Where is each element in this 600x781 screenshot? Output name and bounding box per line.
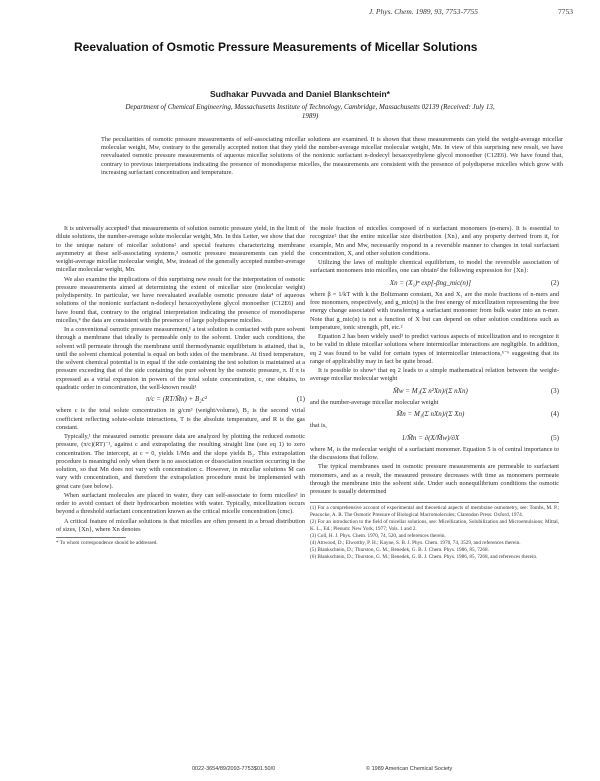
equation-body: M̄w = M₁(Σ n²Xn)/(Σ nXn) bbox=[393, 386, 468, 395]
right-column bbox=[310, 225, 559, 561]
reference-item: (6) Blankschtein, D.; Thurston, G. M.; Benedek, G. B. J. Chem. Phys. 1986, 85, 7268, and references therein. bbox=[310, 553, 538, 560]
paragraph: where β = 1/kT with k the Boltzmann constant, Xn and X₁ are the mole fractions of n-mers and free monomers, respectively, and g_mic(n) is the free energy of micellization representing the free energy change associated with transferring a surfactant monomer from bulk water into an n-mer. Note that g_mic(n) is not a function of X but can depend on other solution conditions such as temperature, ionic strength, pH, etc.² bbox=[310, 290, 559, 331]
paragraph: Utilizing the laws of multiple chemical equilibrium, to model the reversible association of surfactant monomers into micelles, one can obtain² the following expression for {Xn}: bbox=[310, 259, 559, 275]
reference-item: (1) For a comprehensive account of experimental and theoretical aspects of membrane osmometry, see: Tombs, M. P.; Peacocke, A. R. The Osmotic Pressure of Biological Macromolecules; Clarendon Press: Oxford, 1974. bbox=[310, 505, 559, 518]
footnote: * To whom correspondence should be addressed. bbox=[56, 540, 158, 546]
equation-number: (3) bbox=[550, 386, 559, 395]
paragraph: We also examine the implications of this surprising new result for the interpretation of osmotic pressure measurements aimed at determining the extent of micellar size (molecular weight) polydispersity. In particular, we have reevaluated available osmotic pressure data⁴ of aqueous solutions of the nonionic surfactant n-dodecyl hexaoxyethylene glycol monoether (C12E6) and have found that, contrary to the original interpretation indicating the presence of monodisperse micelles,⁴ the data are consistent with the presence of large polydisperse micelles. bbox=[56, 275, 305, 324]
paragraph: The typical membranes used in osmotic pressure measurements are permeable to surfactant monomers, and as a result, the measured pressure decreases with time as monomers permeate through the membrane into the solvent side. Under such nonequilibrium conditions the osmotic pressure is usually determined bbox=[310, 463, 559, 495]
left-column bbox=[56, 225, 305, 547]
paragraph: Typically,¹ the measured osmotic pressure data are analyzed by plotting the reduced osmotic pressure, (π/c)(RT)⁻¹, against c and extrapolating the resulting straight line (see eq 1) to zero concentration. The intercept, at c = 0, yields 1/Mn and the slope yields B₂. This extrapolation procedure is meaningful only when there is no association or dissociation reaction occurring in the solution, so that Mn does not vary with concentration c. However, in micellar solutions M̄ can vary with concentration, and therefore the extrapolation procedure must be implemented with great care (see below). bbox=[56, 433, 305, 490]
equation-3 bbox=[310, 387, 559, 395]
paragraph: the mole fraction of micelles composed of n surfactant monomers (n-mers). It is essential to recognize² that the entire micellar size distribution {Xn}, and any property derived from it, for example, Mn and Mw, necessarily respond in a reversible manner to changes in total surfactant concentration, X, and other solution conditions. bbox=[310, 225, 559, 257]
footnote-rule bbox=[56, 537, 126, 538]
equation-4 bbox=[310, 410, 559, 418]
paragraph: where M₁ is the molecular weight of a surfactant monomer. Equation 5 is of central importance to the discussions that follow. bbox=[310, 445, 559, 461]
page-number: 7753 bbox=[558, 7, 573, 16]
copyright: © 1989 American Chemical Society bbox=[366, 766, 453, 772]
equation-number: (1) bbox=[296, 395, 305, 403]
paragraph: It is possible to show⁶ that eq 2 leads to a simple mathematical relation between the weight-average micellar molecular weight bbox=[310, 367, 559, 383]
reference-list bbox=[310, 502, 559, 560]
article-code: 0022-3654/89/2093-7753$01.50/0 bbox=[192, 766, 276, 772]
reference-item: (3) Coll, H. J. Phys. Chem. 1970, 74, 520, and references therein. bbox=[310, 532, 446, 539]
equation-5 bbox=[310, 434, 559, 442]
abstract: The peculiarities of osmotic pressure measurements of self-associating micellar solutions are examined. It is shown that these measurements can yield the weight-average micellar molecular weight, Mw, contrary to the generally accepted notion that they yield the number-average micellar molecular weight, Mn. In view of this surprising new result, we have reevaluated osmotic pressure measurements of aqueous micellar solutions of the nonionic surfactant n-dodecyl hexaoxyethylene glycol monoether (C12E6). We have found that, contrary to previous interpretations indicating the presence of monodisperse micelles, the measurements are consistent with the presence of polydisperse micelles which grow with increasing surfactant concentration and temperature. bbox=[101, 136, 563, 176]
affiliation: Department of Chemical Engineering, Massachusetts Institute of Technology, Cambridge, Massachusetts 02139 (Received: July 13, 1989) bbox=[125, 103, 495, 120]
paragraph: and the number-average micellar molecular weight bbox=[310, 398, 439, 406]
equation-1 bbox=[56, 395, 305, 403]
paragraph: A critical feature of micellar solutions is that micelles are often present in a broad distribution of sizes, {Xn}, where Xn denotes bbox=[56, 517, 305, 533]
paragraph: It is universally accepted¹ that measurements of solution osmotic pressure yield, in the limit of dilute solutions, the number-average solute molecular weight, Mn. In this Letter, we show that due to the unique nature of micellar solutions² and special features characterizing membrane asymmetry at these self-associating systems,³ osmotic pressure measurements can yield the weight-average micellar molecular weight, Mw, instead of the generally accepted number-average micellar molecular weight, Mn. bbox=[56, 225, 305, 274]
reference-item: (4) Attwood, D.; Elworthy, P. H.; Kayne, S. B. J. Phys. Chem. 1970, 74, 3529, and references therein. bbox=[310, 539, 521, 546]
paragraph: When surfactant molecules are placed in water, they can self-associate to form micelles³ in order to avoid contact of their hydrocarbon moieties with water. Typically, micellization occurs beyond a threshold surfactant concentration known as the critical micelle concentration (cmc). bbox=[56, 491, 305, 516]
equation-body: M̄n = M₁(Σ nXn)/(Σ Xn) bbox=[396, 410, 465, 418]
article-title: Reevaluation of Osmotic Pressure Measurements of Micellar Solutions bbox=[74, 40, 478, 54]
equation-body: π/c = (RT/M̄n) + B₂c² bbox=[145, 395, 207, 403]
paragraph: that is, bbox=[310, 422, 327, 430]
equation-body: Xn = (X₁)ⁿ exp[-βng_mic(n)] bbox=[389, 278, 471, 287]
paragraph: where c is the total solute concentration in g/cm³ (weight/volume), B₂ is the second virial coefficient reflecting solute-solute interactions, T is the absolute temperature, and R is the gas constant. bbox=[56, 407, 305, 431]
running-header-journal: J. Phys. Chem. 1989, 93, 7753-7755 bbox=[368, 7, 478, 16]
equation-number: (4) bbox=[550, 410, 559, 418]
equation-number: (2) bbox=[550, 278, 559, 287]
equation-body: 1/M̄n = ∂(X/M̄w)/∂X bbox=[401, 433, 460, 442]
equation-2 bbox=[310, 279, 559, 287]
paragraph: In a conventional osmotic pressure measurement,¹ a test solution is contacted with pure solvent through a membrane that ideally is permeable only to the solvent. Under such conditions, the solvent will permeate through the membrane until thermodynamic equilibrium is attained, that is, until the solvent chemical potential is equal on both sides of the membrane. At fixed temperature, the solvent chemical potential is in equal if the side containing the test solution is maintained at a pressure exceeding that of the side containing the pure solvent by the osmotic pressure, π. If π is expressed as a virial expansion in powers of the total solute concentration, c, one obtains, to quadratic order in concentration, the well-known result¹ bbox=[56, 326, 305, 391]
author-list: Sudhakar Puvvada and Daniel Blankschtein* bbox=[210, 89, 390, 99]
equation-number: (5) bbox=[550, 433, 559, 442]
reference-item: (2) For an introduction to the field of micellar solutions, see: Micellization, Solubilization and Microemulsions; Mittal, K. L., Ed.; Plenum: New York, 1977; Vols. 1 and 2. bbox=[310, 518, 559, 532]
paragraph: Equation 2 has been widely used³ to predict various aspects of micellization and to recognize it to be valid in dilute micellar solutions where intermicellar interactions are negligible. In addition, eq 2 was found to be valid for certain types of intermicellar interactions,⁵⁻⁶ suggesting that its range of applicability may in fact be quite broad. bbox=[310, 333, 559, 365]
reference-item: (5) Blankschtein, D.; Thurston, G. M.; Benedek, G. B. J. Chem. Phys. 1986, 85, 7268. bbox=[310, 546, 489, 553]
